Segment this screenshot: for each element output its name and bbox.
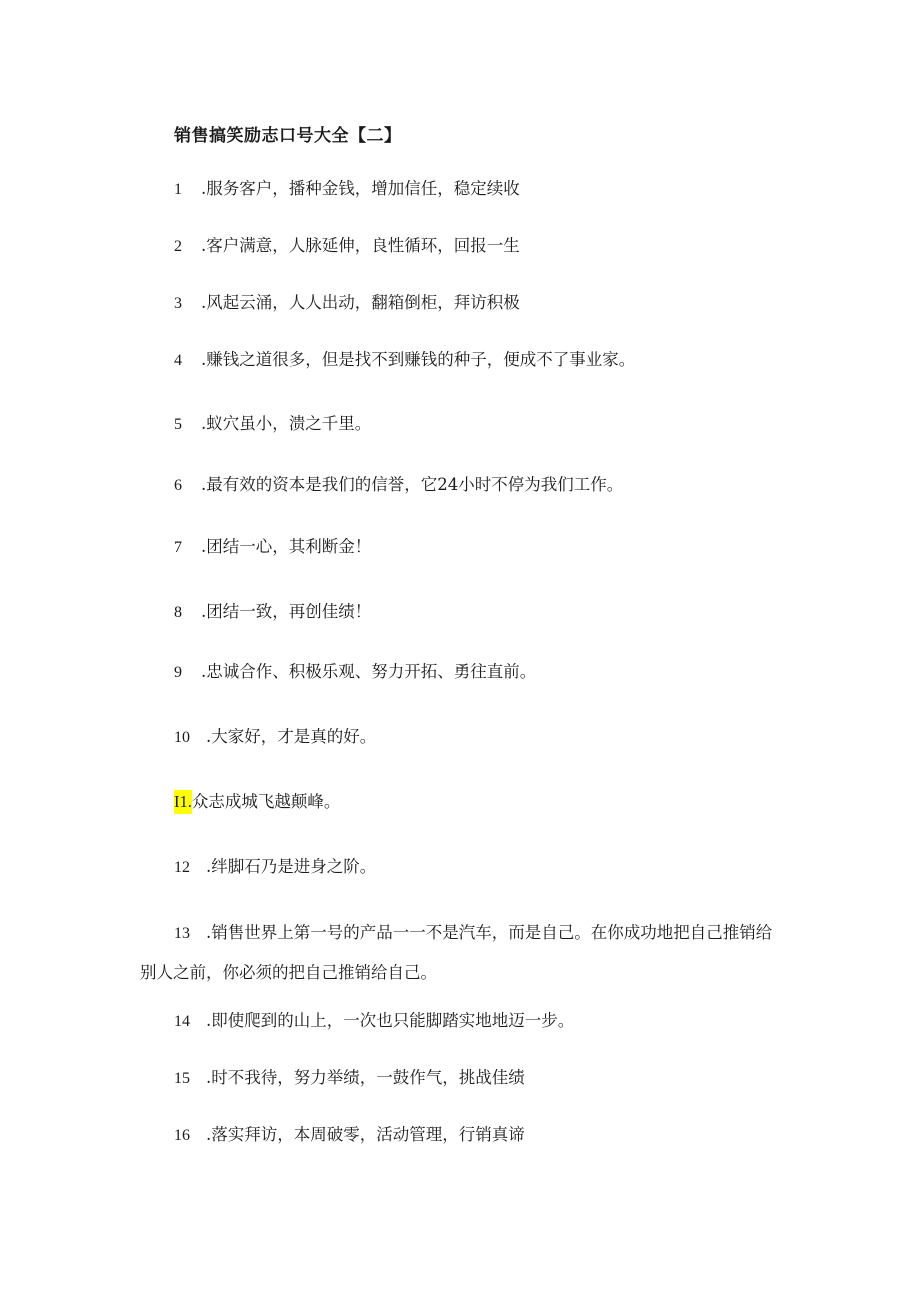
slogan-item-10 bbox=[174, 729, 376, 746]
item-number: 9 bbox=[174, 664, 182, 681]
item-number: 4 bbox=[174, 352, 182, 369]
item-number: 1 bbox=[174, 181, 182, 198]
item-text: .即使爬到的山上，一次也只能脚踏实地地迈一步。 bbox=[206, 1011, 575, 1030]
slogan-item-11 bbox=[174, 794, 340, 811]
slogan-item-5 bbox=[174, 416, 371, 433]
slogan-item-6 bbox=[174, 477, 623, 494]
item-number: 12 bbox=[174, 859, 190, 876]
item-text: .团结一致，再创佳绩！ bbox=[201, 602, 372, 621]
item-text: .团结一心，其利断金！ bbox=[201, 537, 372, 556]
item-text: .时不我待，努力举绩，一鼓作气，挑战佳绩 bbox=[206, 1068, 525, 1087]
item-text: .销售世界上第一号的产品一一不是汽车，而是自己。在你成功地把自己推销给别人之前，你必须的把自己推销给自己。 bbox=[140, 923, 773, 982]
item-text: .最有效的资本是我们的信誉，它24小时不停为我们工作。 bbox=[201, 475, 624, 494]
item-number: 7 bbox=[174, 539, 182, 556]
item-number: 6 bbox=[174, 477, 182, 494]
item-text: .蚁穴虽小，溃之千里。 bbox=[201, 414, 372, 433]
item-number: 13 bbox=[174, 925, 190, 942]
item-number: 8 bbox=[174, 604, 182, 621]
slogan-item-7 bbox=[174, 539, 371, 556]
slogan-item-12 bbox=[174, 859, 376, 876]
item-text: .绊脚石乃是进身之阶。 bbox=[206, 857, 377, 876]
item-number: 14 bbox=[174, 1013, 190, 1030]
item-number: 15 bbox=[174, 1070, 190, 1087]
item-number: 16 bbox=[174, 1127, 190, 1144]
item-number: 10 bbox=[174, 729, 190, 746]
item-text: .服务客户，播种金钱，增加信任，稳定续收 bbox=[201, 179, 520, 198]
slogan-item-16 bbox=[174, 1127, 525, 1144]
slogan-item-2 bbox=[174, 238, 520, 255]
slogan-item-4 bbox=[174, 352, 635, 369]
item-text: 众志成城飞越颠峰。 bbox=[191, 792, 341, 811]
highlighted-item-number: I1. bbox=[174, 790, 192, 814]
slogan-item-14 bbox=[174, 1013, 574, 1030]
item-number: 5 bbox=[174, 416, 182, 433]
slogan-item-9 bbox=[174, 664, 536, 681]
item-text: .落实拜访，本周破零，活动管理，行销真谛 bbox=[206, 1125, 525, 1144]
item-text: .赚钱之道很多，但是找不到赚钱的种子，便成不了事业家。 bbox=[201, 350, 636, 369]
slogan-item-13 bbox=[140, 913, 780, 992]
item-text: .客户满意，人脉延伸，良性循环，回报一生 bbox=[201, 236, 520, 255]
item-text: .大家好，才是真的好。 bbox=[206, 727, 377, 746]
document-title: 销售搞笑励志口号大全【二】 bbox=[174, 126, 402, 146]
slogan-item-15 bbox=[174, 1070, 525, 1087]
item-text: .风起云涌，人人出动，翻箱倒柜，拜访积极 bbox=[201, 293, 520, 312]
item-number: 2 bbox=[174, 238, 182, 255]
item-number: 3 bbox=[174, 295, 182, 312]
slogan-item-1 bbox=[174, 181, 520, 198]
slogan-item-8 bbox=[174, 604, 371, 621]
slogan-item-3 bbox=[174, 295, 520, 312]
item-text: .忠诚合作、积极乐观、努力开拓、勇往直前。 bbox=[201, 662, 537, 681]
